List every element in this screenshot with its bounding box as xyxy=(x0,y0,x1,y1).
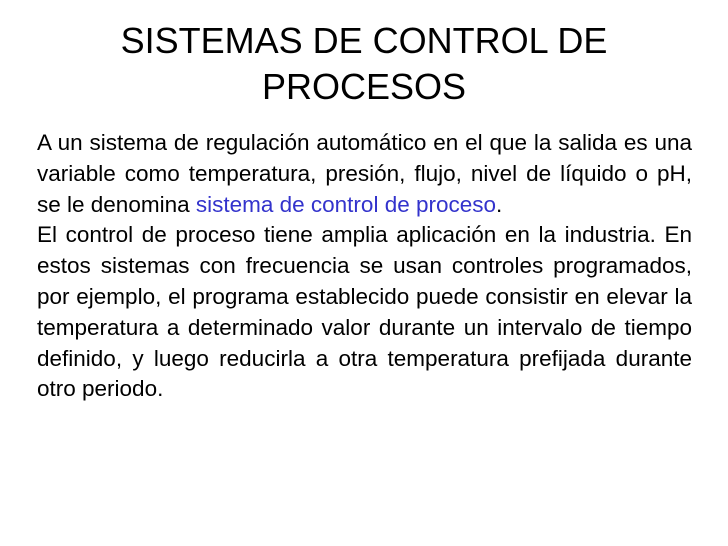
title-line-2: PROCESOS xyxy=(261,66,467,107)
paragraph-definition-text: A un sistema de regulación automático en el que la salida es una variable como temperatura, presión, flujo, nivel de líquido o pH, se le denomina xyxy=(37,130,692,217)
title-line-1: SISTEMAS DE CONTROL DE xyxy=(120,20,608,61)
paragraph-definition xyxy=(37,128,692,220)
paragraph-application: El control de proceso tiene amplia aplicación en la industria. En estos sistemas con frecuencia se usan controles programados, por ejemplo, el programa establecido puede consistir en elevar la temperatura a determinado valor durante un intervalo de tiempo definido, y luego reducirla a otra temperatura prefijada durante otro periodo. xyxy=(37,222,692,402)
highlighted-term: sistema de control de proceso xyxy=(195,191,497,217)
paragraph-definition-end: . xyxy=(496,191,503,217)
slide-title xyxy=(40,18,688,110)
slide-body xyxy=(37,128,692,405)
